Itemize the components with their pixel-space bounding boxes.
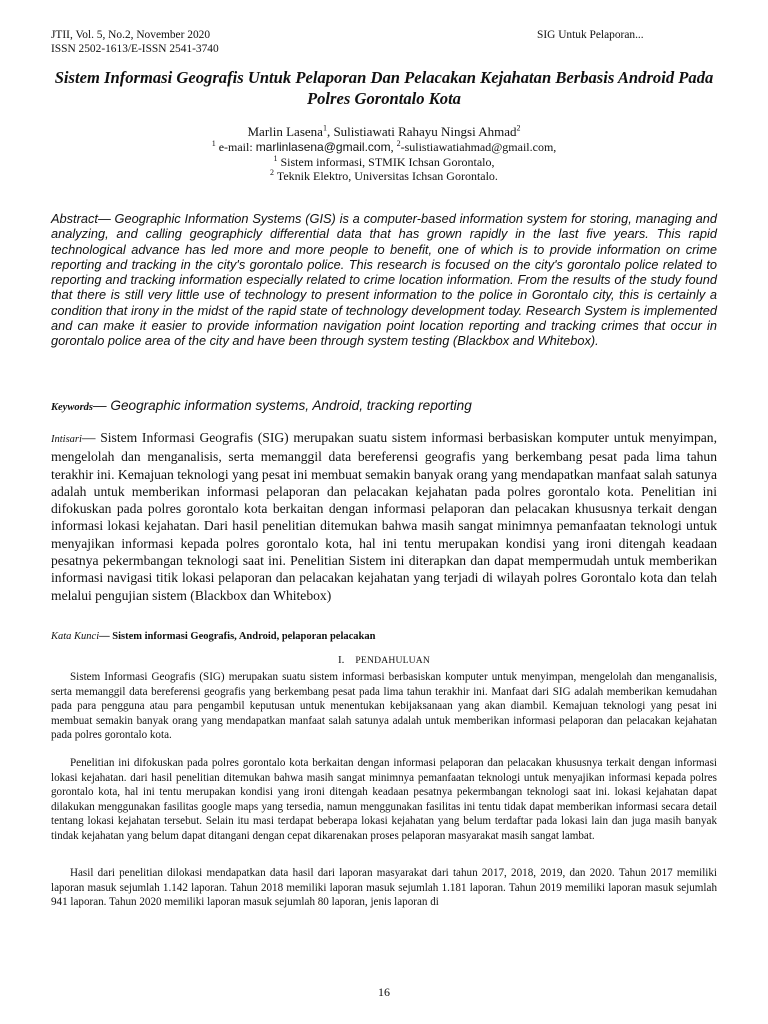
author-1: Marlin Lasena (247, 124, 323, 139)
author-1-sup: 1 (322, 123, 327, 133)
intisari-label: Intisari (51, 434, 82, 445)
keywords (51, 397, 717, 416)
author-separator: , (326, 124, 334, 139)
email-line (40, 140, 728, 155)
email-separator: , (390, 140, 397, 154)
author-names (40, 123, 728, 140)
paper-title: Sistem Informasi Geografis Untuk Pelaporan Dan Pelacakan Kejahatan Berbasis Android Pada Polres Gorontalo Kota (54, 68, 714, 108)
email-prefix: e-mail: (215, 140, 256, 154)
page-number: 16 (378, 985, 390, 999)
author-2: Sulistiawati Rahayu Ningsi Ahmad (333, 124, 517, 139)
running-title: SIG Untuk Pelaporan... (537, 29, 644, 41)
keywords-label: Keywords (51, 402, 93, 413)
issn-line: ISSN 2502-1613/E-ISSN 2541-3740 (51, 43, 219, 55)
email-2-sup: 2 (396, 139, 401, 148)
kata-kunci (51, 630, 717, 643)
section-heading (40, 654, 728, 667)
email-1-sup: 1 (211, 139, 216, 148)
abstract: Abstract— Geographic Information Systems (GIS) is a computer-based information system for storing, managing and analyzing, and calling geographicly differential data that has grown rapidly in the last five years. This rapid technological advance has led more and more people to benefit, one of which is to provide information on crime reporting and tracking in the city's gorontalo police. This research is focused on the city's gorontalo police related to reporting and tracking information especially related to crime location information. From the results of the study found that there is still very little use of technology to present information to the police in Gorontalo city, this is certainly a condition that irony in the midst of the rapid state of technology development today. Research System is implemented and can make it easier to provide information navigation point location reporting and tracking crimes that occur in gorontalo police area of the city and have been through system testing (Blackbox and Whitebox). (51, 211, 717, 349)
email-1[interactable]: marlinlasena@gmail.com (255, 140, 391, 154)
affiliation-1-text: Sistem informasi, STMIK Ichsan Gorontalo, (277, 154, 495, 169)
body-paragraph-1: Sistem Informasi Geografis (SIG) merupakan suatu sistem informasi berbasiskan komputer untuk menyimpan, mengelolah dan menganalisis, serta memanggil data bereferensi geografis yang berkembang pesat pada lima tahun terakhir ini. Manfaat dari SIG adalah memberikan kemudahan pada para pengguna atau para pengambil keputusan untuk menentukan kebijaksanaan yang akan diambil. Kemajuan teknologi yang pesat ini membuat semakin banyak orang yang mendapatkan manfaat salah satunya adalah untuk memberikan informasi pelaporan dan pelacakan kejahatan pada polres gorontalo kota. (51, 671, 717, 741)
journal-volume-line: JTII, Vol. 5, No.2, November 2020 (51, 29, 211, 41)
kata-kunci-label: Kata Kunci (51, 631, 100, 642)
body-paragraph-2: Penelitian ini difokuskan pada polres gorontalo kota berkaitan dengan informasi pelaporan dan pelacakan khususnya terkait dengan informasi lokasi kejahatan. dari hasil penelitian ditemukan bahwa masih sangat minimnya pemanfaatan teknologi untuk menyajikan informasi kepada polres gorontalo kota, hal ini tentu merupakan kondisi yang ironi ditengah keadaan pesatnya pekermbangan teknologi saat ini. lokasi kejahatan dapat dilakukan menggunakan fasilitas google maps yang tersedia, namun menggunakan fasilitas ini tentu tidak dapat memberikan informasi secara detail tentang lokasi kejahatan tersebut. Selain itu masi terdapat beberapa lokasi kejahatan yang belum terdaftar pada lokasi lain dan juga masih banyak tindak kejahatan yang belum dapat ditangani dengan cepat dikarenakan proses pelaporan masyarakat masih sangat lambat. (51, 757, 717, 842)
affiliation-1 (40, 155, 728, 170)
affiliation-1-sup: 1 (273, 153, 278, 163)
affiliation-2 (40, 169, 728, 184)
author-block (40, 123, 728, 184)
section-number: I. (337, 654, 345, 666)
journal-header (51, 28, 219, 56)
intisari (51, 429, 717, 604)
section-title: PENDAHULUAN (355, 655, 431, 666)
affiliation-2-sup: 2 (270, 168, 275, 177)
intisari-text: — Sistem Informasi Geografis (SIG) merupakan suatu sistem informasi berbasiskan komputer untuk menyimpan, mengelolah dan menganalisis, serta memanggil data bereferensi geografis yang berkembang pesat pada lima tahun terakhir ini. Kemajuan teknologi yang pesat ini membuat semakin banyak orang yang mendapatkan manfaat salah satunya adalah untuk memberikan informasi pelaporan dan pelacakan kejahatan pada polres gorontalo kota. Penelitian ini difokuskan pada polres gorontalo kota berkaitan dengan informasi pelaporan dan pelacakan khususnya terkait dengan informasi lokasi kejahatan. Dari hasil penelitian ditemukan bahwa masih sangat minimnya pemanfaatan teknologi untuk menyajikan informasi kepada polres gorontalo kota, hal ini tentu merupakan kondisi yang ironi ditengah keadaan pesatnya pekermbangan teknologi saat ini. Penelitian Sistem ini diterapkan dan dapat mempermudah untuk memberikan informasi navigasi titik lokasi pelaporan dan pelacakan kejahatan yang terjadi di wilayah polres Gorontalo kota dan telah melalui pengujian sistem (Blackbox dan Whitebox) (51, 430, 717, 603)
author-2-sup: 2 (516, 123, 521, 133)
kata-kunci-text: — Sistem informasi Geografis, Android, pelaporan pelacakan (99, 631, 376, 642)
keywords-text: — Geographic information systems, Android, tracking reporting (93, 398, 472, 413)
body-paragraph-3: Hasil dari penelitian dilokasi mendapatkan data hasil dari laporan masyarakat dari tahun 2017, 2018, 2019, dan 2020. Tahun 2017 memiliki laporan masuk sejumlah 1.142 laporan. Tahun 2018 memiliki laporan masuk sejumlah 1.181 laporan. Tahun 2019 memiliki laporan masuk sejumlah 941 laporan. Tahun 2020 memiliki laporan masuk sejumlah 80 laporan, jenis laporan di (51, 867, 717, 908)
affiliation-2-text: Teknik Elektro, Universitas Ichsan Gorontalo. (274, 169, 498, 183)
email-2[interactable]: -sulistiawatiahmad@gmail.com, (400, 140, 557, 154)
